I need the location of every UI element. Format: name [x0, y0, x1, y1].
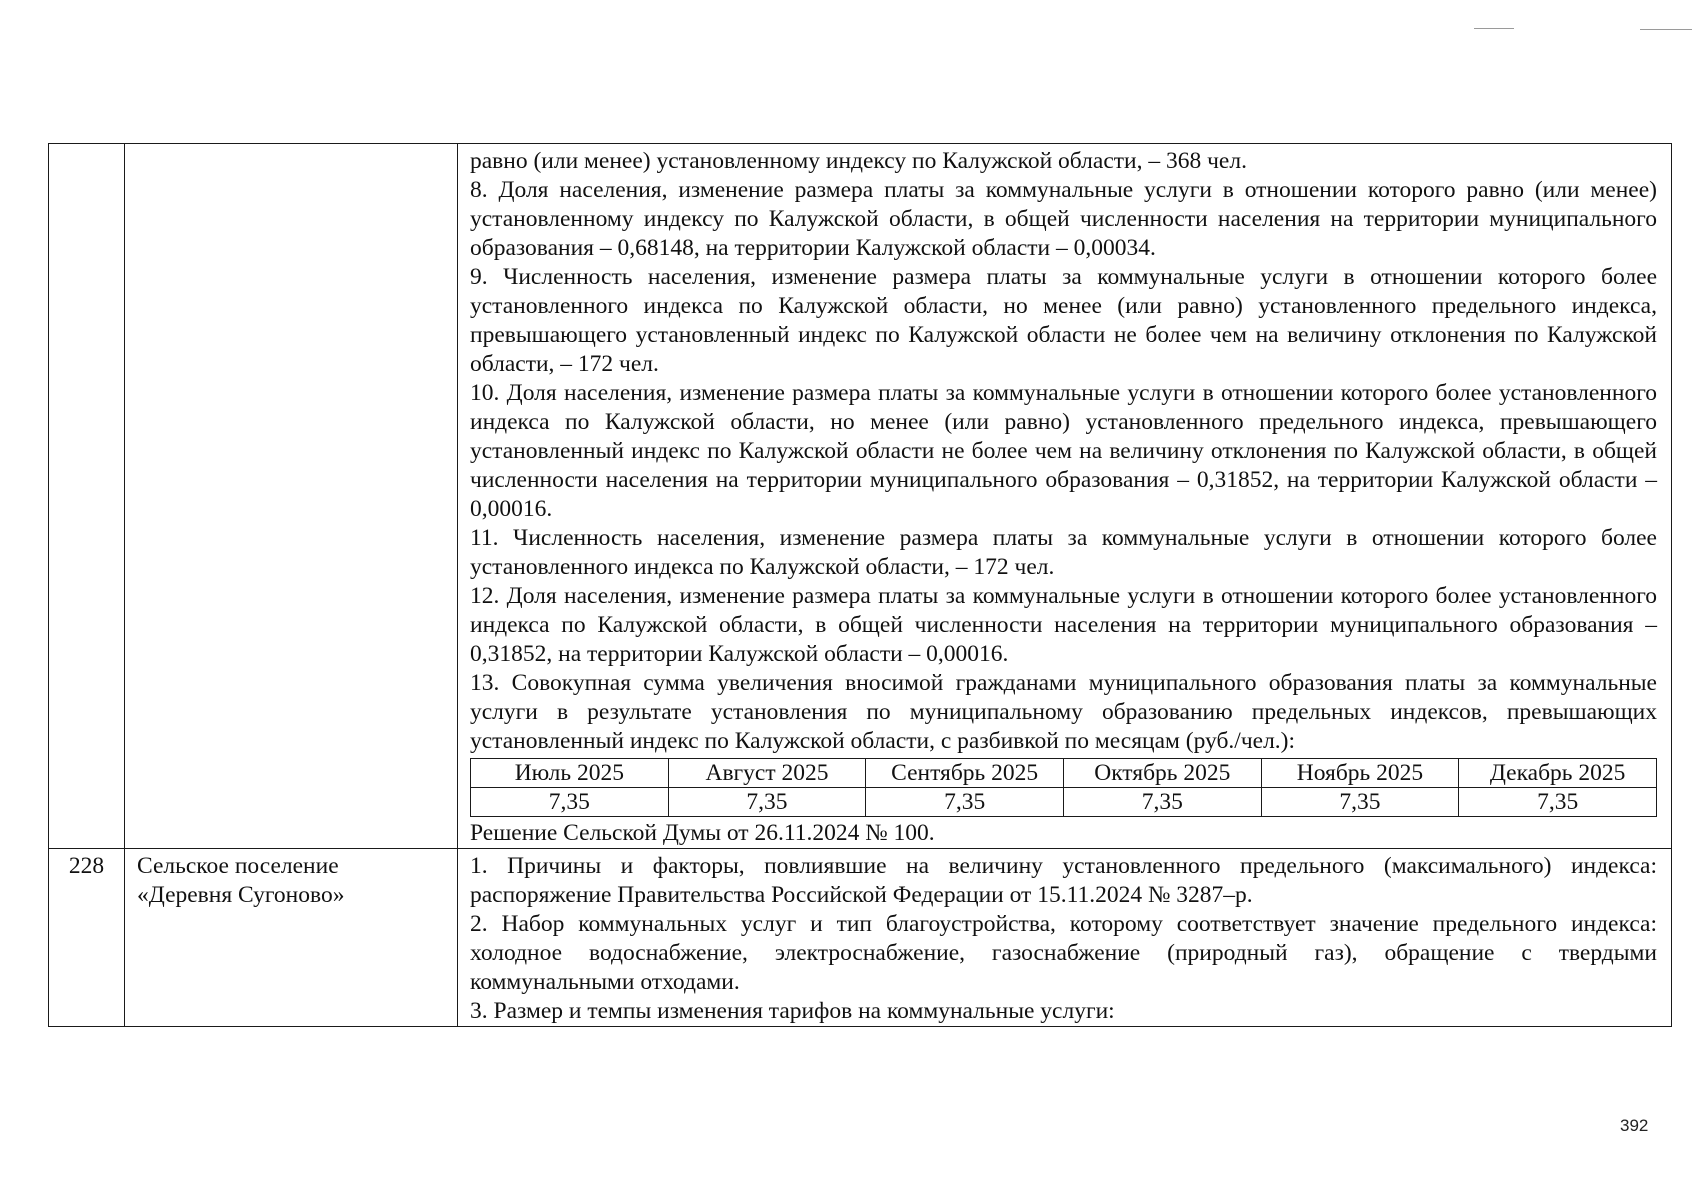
month-header: Сентябрь 2025: [866, 759, 1064, 788]
months-value-row: [471, 788, 1657, 817]
month-header: Июль 2025: [471, 759, 669, 788]
paragraph-item-10: 10. Доля населения, изменение размера платы за коммунальные услуги в отношении которого более установленного индекса по Калужской области, но менее (или равно) установленного предельного индекса, превышающего установленный индекс по Калужской области не более чем на величину отклонения по Калужской области, в общей численности населения на территории муниципального образования – 0,31852, на территории Калужской области – 0,00016.: [470, 380, 1657, 522]
paragraph-item-8: 8. Доля населения, изменение размера платы за коммунальные услуги в отношении которого равно (или менее) установленному индексу по Калужской области, в общей численности населения на территории муниципального образования – 0,68148, на территории Калужской области – 0,00034.: [470, 177, 1657, 261]
paragraph-item-13: 13. Совокупная сумма увеличения вносимой гражданами муниципального образования платы за коммунальные услуги в результате установления по муниципальному образованию предельных индексов, превышающих установленный индекс по Калужской области, с разбивкой по месяцам (руб./чел.):: [470, 670, 1657, 754]
scan-artifact-line: [1474, 28, 1514, 29]
details-cell: [458, 849, 1672, 1027]
row-number-cell: [49, 144, 125, 849]
paragraph-item-9: 9. Численность населения, изменение размера платы за коммунальные услуги в отношении которого более установленного индекса по Калужской области, но менее (или равно) установленного предельного индекса, превышающего установленный индекс по Калужской области не более чем на величину отклонения по Калужской области, – 172 чел.: [470, 264, 1657, 377]
decision-reference: Решение Сельской Думы от 26.11.2024 № 100.: [470, 820, 935, 846]
municipality-name-line: Сельское поселение: [137, 853, 339, 879]
table-row: [49, 144, 1672, 849]
month-header: Декабрь 2025: [1459, 759, 1657, 788]
month-header: Ноябрь 2025: [1261, 759, 1459, 788]
row-number-cell: 228: [49, 849, 125, 1027]
municipality-name-cell: [125, 849, 458, 1027]
monthly-increase-table: [470, 758, 1657, 817]
paragraph-item-2: 2. Набор коммунальных услуг и тип благоустройства, которому соответствует значение предельного индекса: холодное водоснабжение, электроснабжение, газоснабжение (природный газ), обращение с твердыми коммунальными отходами.: [470, 911, 1657, 995]
paragraph-item-1: 1. Причины и факторы, повлиявшие на величину установленного предельного (максимального) индекса: распоряжение Правительства Российской Федерации от 15.11.2024 № 3287–р.: [470, 853, 1657, 908]
municipality-name-cell: [125, 144, 458, 849]
scan-artifact-line: [1640, 29, 1692, 30]
paragraph-item-11: 11. Численность населения, изменение размера платы за коммунальные услуги в отношении которого более установленного индекса по Калужской области, – 172 чел.: [470, 525, 1657, 580]
details-cell: [458, 144, 1672, 849]
month-value: 7,35: [471, 788, 669, 817]
months-header-row: [471, 759, 1657, 788]
month-header: Октябрь 2025: [1063, 759, 1261, 788]
month-value: 7,35: [1459, 788, 1657, 817]
month-value: 7,35: [668, 788, 866, 817]
page-number: 392: [1620, 1116, 1649, 1135]
month-value: 7,35: [1063, 788, 1261, 817]
month-header: Август 2025: [668, 759, 866, 788]
municipality-name-line: «Деревня Сугоново»: [137, 882, 345, 908]
month-value: 7,35: [1261, 788, 1459, 817]
table-row: [49, 849, 1672, 1027]
paragraph-item-3: 3. Размер и темпы изменения тарифов на коммунальные услуги:: [470, 998, 1115, 1024]
month-value: 7,35: [866, 788, 1064, 817]
paragraph: равно (или менее) установленному индексу по Калужской области, – 368 чел.: [470, 148, 1247, 174]
paragraph-item-12: 12. Доля населения, изменение размера платы за коммунальные услуги в отношении которого более установленного индекса по Калужской области, в общей численности населения на территории муниципального образования – 0,31852, на территории Калужской области – 0,00016.: [470, 583, 1657, 667]
indices-table: [48, 143, 1672, 1027]
